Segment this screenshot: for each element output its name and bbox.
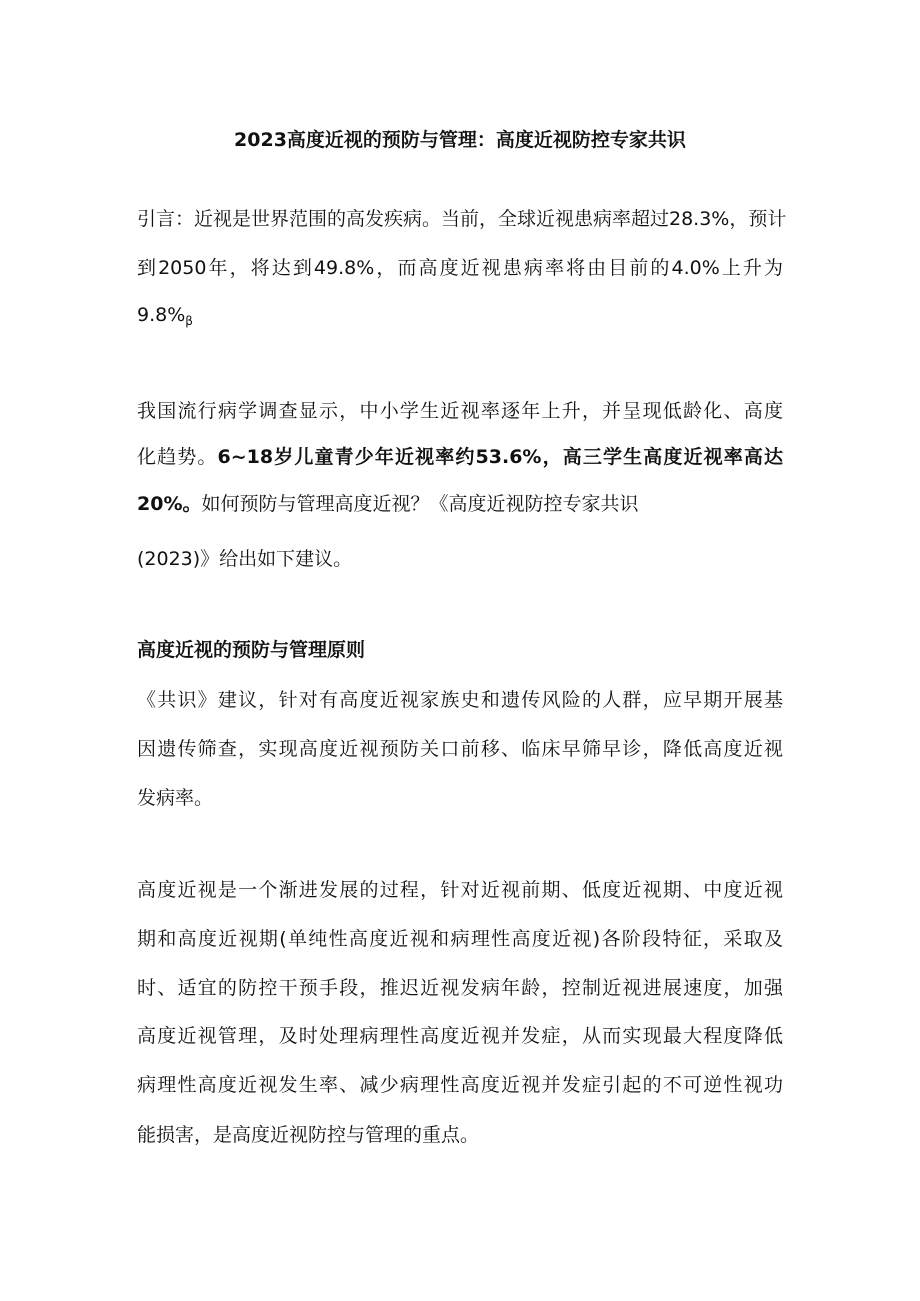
para2-line-1: 我国流行病学调查显示，中小学生近视率逐年上升，并呈现低龄化、高度: [137, 400, 783, 422]
para2-line-2-bold: 6~18岁儿童青少年近视率约53.6%，高三学生高度近视率高达: [217, 446, 783, 468]
section-p2-line-3: 时、适宜的防控干预手段，推迟近视发病年龄，控制近视进展速度，加强: [137, 977, 783, 999]
section-p2-line-4: 高度近视管理，及时处理病理性高度近视并发症，从而实现最大程度降低: [137, 1025, 783, 1047]
intro-line-1: 引言：近视是世界范围的高发疾病。当前，全球近视患病率超过28.3%，预计: [137, 208, 787, 230]
para2-line-4: (2023)》给出如下建议。: [137, 548, 353, 570]
intro-line-2: 到2050年，将达到49.8%，而高度近视患病率将由目前的4.0%上升为: [137, 257, 783, 279]
para2-line-3-bold: 20%。: [137, 493, 202, 515]
section-p2-line-2: 期和高度近视期(单纯性高度近视和病理性高度近视)各阶段特征，采取及: [137, 928, 783, 950]
para2-line-3: [137, 490, 639, 518]
section-heading: 高度近视的预防与管理原则: [137, 639, 366, 661]
section-p2-line-5: 病理性高度近视发生率、减少病理性高度近视并发症引起的不可逆性视功: [137, 1074, 783, 1096]
section-p1-line-1: 《共识》建议，针对有高度近视家族史和遗传风险的人群，应早期开展基: [137, 689, 783, 711]
section-p1-line-2: 因遗传筛查，实现高度近视预防关口前移、临床早筛早诊，降低高度近视: [137, 738, 783, 760]
para2-line-2: [137, 443, 783, 471]
section-p2-line-1: 高度近视是一个渐进发展的过程，针对近视前期、低度近视期、中度近视: [137, 879, 783, 901]
intro-line-3: [137, 301, 193, 335]
intro-line-3-text: 9.8%: [137, 304, 186, 326]
section-p2-line-6: 能损害，是高度近视防控与管理的重点。: [137, 1124, 480, 1146]
document-title: 2023高度近视的预防与管理：高度近视防控专家共识: [234, 129, 686, 151]
section-p1-line-3: 发病率。: [137, 787, 214, 809]
para2-line-2-plain: 化趋势。: [137, 446, 218, 468]
para2-line-3-plain: 如何预防与管理高度近视？《高度近视防控专家共识: [201, 493, 639, 515]
intro-line-3-subscript: β: [185, 314, 193, 328]
